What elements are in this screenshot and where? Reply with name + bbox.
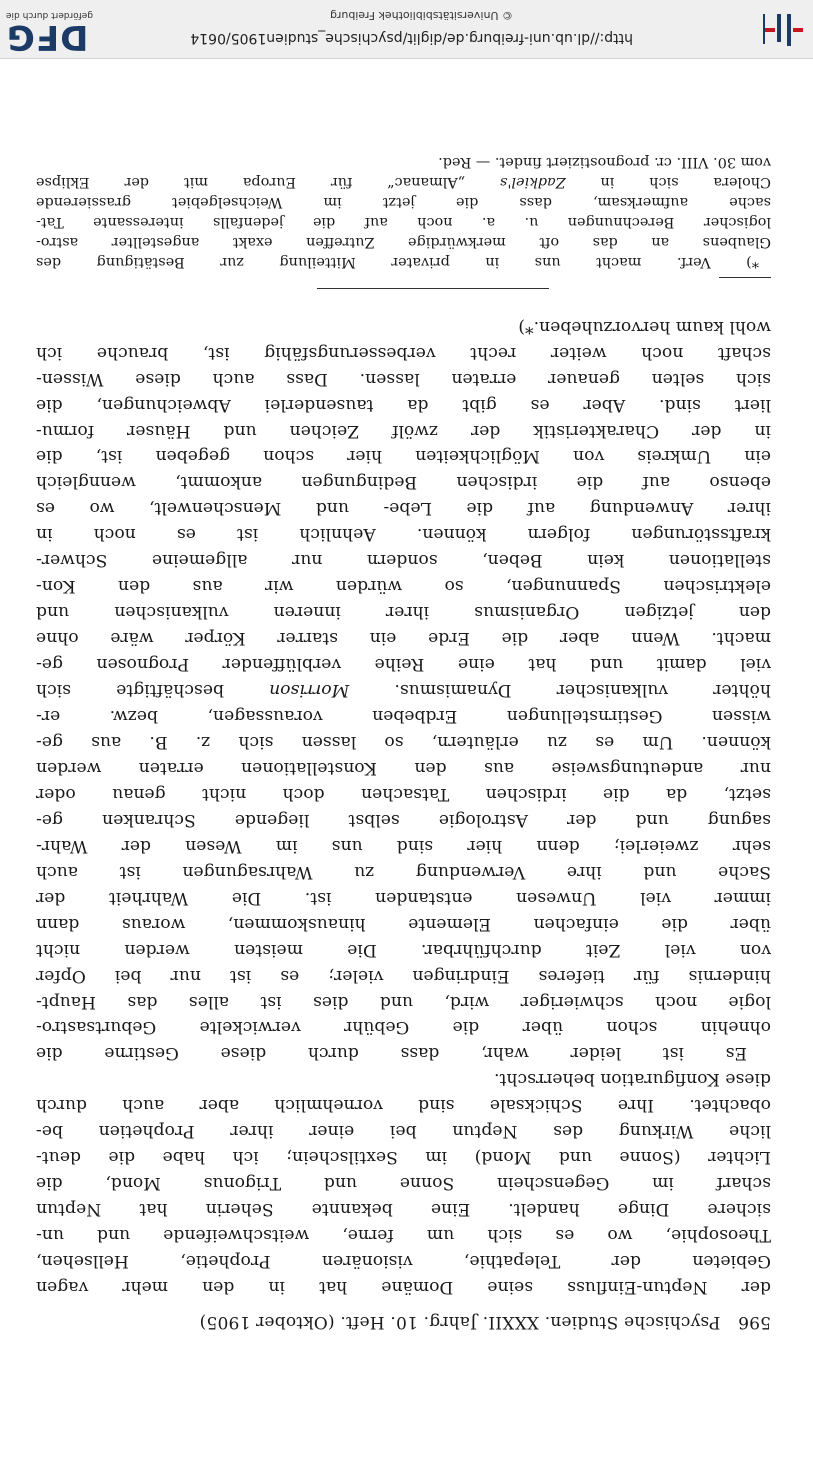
line-text: können. Um es zu erläutern, so lassen sich z. B. aus ge- <box>36 731 771 752</box>
dfg-logo <box>6 10 93 57</box>
text-line <box>36 365 771 391</box>
text-line <box>36 1014 771 1040</box>
text-line <box>36 443 771 469</box>
line-text: über die einfachen Elemente hinauskommen, woraus dann <box>36 913 771 934</box>
line-text: sache aufmerksam, dass die jetzt im Weichselgebiet grassierende <box>36 194 771 211</box>
footnote-line <box>36 191 771 211</box>
library-logo-icon <box>759 8 805 52</box>
footnote-line <box>36 231 771 251</box>
line-text: ein Umkreis von Möglichkeiten hier schon gegeben ist, die <box>36 446 771 467</box>
line-text: elektrischen Spannungen, so würden wir aus den Kon- <box>36 576 771 597</box>
line-text: diese Konfiguration beherrscht. <box>494 1069 771 1090</box>
text-line <box>36 728 771 754</box>
line-text: Cholera sich in <box>600 174 771 191</box>
text-line <box>36 1169 771 1195</box>
line-text: Theosophie, wo es sich um ferne, weitschweifende und un- <box>36 1225 771 1246</box>
line-text: obachtet. Ihre Schicksale sind vornehmlich aber auch durch <box>36 1095 771 1116</box>
copyright-notice: © Universitätsbibliothek Freiburg <box>330 9 513 22</box>
text-line <box>36 884 771 910</box>
running-header <box>36 1311 771 1333</box>
text-line <box>36 1065 771 1091</box>
line-text: Glaubens an das oft merkwürdige Zutreffen exakt angestellter astro- <box>36 233 771 250</box>
italic-name: Morrison <box>269 680 350 701</box>
text-line <box>36 520 771 546</box>
line-text: den jetzigen Organismus ihrer inneren vulkanischen und <box>36 602 771 623</box>
text-line <box>36 391 771 417</box>
line-text: vom 30. VIII. cr. prognostiziert findet. — Red. <box>438 154 771 171</box>
section-divider <box>317 288 549 289</box>
page-number: 596 <box>737 1312 771 1332</box>
text-line <box>36 313 771 339</box>
text-line <box>36 1117 771 1143</box>
text-line <box>36 832 771 858</box>
dfg-mark: DFG <box>6 17 89 57</box>
source-url[interactable]: http://dl.ub.uni-freiburg.de/diglit/psychische_studien1905/0614 <box>190 30 633 46</box>
running-title: Psychische Studien. XXXII. Jahrg. 10. Heft. (Oktober 1905) <box>199 1312 721 1332</box>
line-text: viel damit und hat eine Reihe verblüffender Prognosen ge- <box>36 654 771 675</box>
text-line <box>36 1221 771 1247</box>
line-text: stellationen kein Beben, sondern nur allgemeine Schwer- <box>36 550 771 571</box>
text-line <box>36 754 771 780</box>
line-text: ihrer Anwendung auf die Lebe- und Menschenwelt, wo es <box>36 498 771 519</box>
line-text: ebenso auf die irdischen Bedingungen ankommt, wenngleich <box>36 472 771 493</box>
line-text: nur andeutungsweise aus den Konstellationen erraten werden <box>36 757 771 778</box>
line-text: sehr zweierlei; denn hier sind uns im Wesen der Wahr- <box>36 835 771 856</box>
body-text <box>36 313 771 1299</box>
footnote <box>36 151 771 270</box>
text-line <box>36 572 771 598</box>
line-text: der Neptun-Einfluss seine Domäne hat in den mehr vagen <box>36 1277 771 1297</box>
line-text: macht. Wenn aber die Erde ein starrer Körper wäre ohne <box>36 628 771 649</box>
text-line <box>36 936 771 962</box>
line-text: wissen Gestirnstellungen Erdbeben voraussagen, bezw. er- <box>36 706 771 727</box>
text-line <box>36 1247 771 1273</box>
footnote-line <box>36 151 771 171</box>
line-text: scharf im Gegenschein Sonne und Trigonus Mond, die <box>36 1173 771 1194</box>
text-line <box>36 780 771 806</box>
text-line <box>36 417 771 443</box>
dfg-subtitle: gefördert durch die <box>6 10 93 20</box>
line-tail: beschäftigte sich <box>36 680 224 701</box>
footnote-line <box>36 251 771 271</box>
line-text: hindernis für tieferes Eindringen vieler; es ist nur bei Opfer <box>36 965 771 986</box>
line-text: Es ist leider wahr, dass durch diese Gestirne die <box>36 1043 747 1064</box>
viewer-footer-bar <box>0 0 813 59</box>
line-text: schaft noch weiter recht verbesserungsfähig ist, brauche ich <box>36 342 771 363</box>
text-line <box>36 598 771 624</box>
journal-page <box>36 151 771 1333</box>
line-text: Lichter (Sonne und Mond) im Sextilschein; ich habe die deut- <box>36 1147 771 1168</box>
line-text: logischer Berechnungen u. a. noch auf die jedenfalls interessante Tat- <box>36 213 771 230</box>
text-line <box>36 1195 771 1221</box>
line-text: sichere Dinge handelt. Eine bekannte Seherin hat Neptun <box>36 1199 771 1220</box>
text-line <box>36 650 771 676</box>
line-text: wohl kaum hervorzuheben.*) <box>518 316 771 337</box>
line-text: in der Charakteristik der zwölf Zeichen und Häuser formu- <box>36 420 771 441</box>
italic-name: Zadkiel's <box>500 174 566 191</box>
line-text: kraftsstörungen folgern können. Aehnlich ist es noch in <box>36 524 771 545</box>
line-text: logie noch schwieriger wird, und dies ist alles das Haupt- <box>36 991 771 1012</box>
line-text: liert sind. Aber es gibt da tausenderlei Abweichungen, die <box>36 394 771 415</box>
line-text: sagung und der Astrologie selbst liegende Schranken ge- <box>36 809 771 830</box>
text-line <box>36 1091 771 1117</box>
text-line <box>36 469 771 495</box>
text-line <box>36 806 771 832</box>
footnote-line <box>36 211 771 231</box>
line-text: höhter vulkanischer Dynamismus. <box>394 680 771 701</box>
line-text: liche Wirkung des Neptun bei einer ihrer Prophetien be- <box>36 1121 771 1142</box>
footnote-rule <box>719 277 771 278</box>
text-line <box>36 910 771 936</box>
text-line <box>36 858 771 884</box>
line-tail: „Almanac“ für Europa mit der Eklipse <box>36 174 466 191</box>
line-text: ohnehin schon über die Gebühr verwickelte Geburtsastro- <box>36 1017 771 1038</box>
text-line <box>36 546 771 572</box>
text-line <box>36 988 771 1014</box>
text-line <box>36 676 771 702</box>
line-text: Gebieten der Telepathie, visionären Prophetie, Hellsehen, <box>36 1251 771 1272</box>
line-text: sich selten genauer erraten lassen. Dass auch diese Wissen- <box>36 368 771 389</box>
text-line <box>36 1273 771 1299</box>
text-line <box>36 1143 771 1169</box>
text-line <box>36 962 771 988</box>
text-line <box>36 1039 771 1065</box>
text-line <box>36 339 771 365</box>
text-line <box>36 624 771 650</box>
text-line <box>36 702 771 728</box>
line-text: setzt, da die irdischen Tatsachen doch nicht genau oder <box>36 783 771 804</box>
line-text: Sache und ihre Verwendung zu Wahrsagungen ist auch <box>36 861 771 882</box>
footnote-line <box>36 171 771 191</box>
line-text: *) Verf. macht uns in privater Mitteilung zur Bestätigung des <box>36 253 759 270</box>
text-line <box>36 494 771 520</box>
line-text: immer viel Unwesen entstanden ist. Die Wahrheit der <box>36 887 771 908</box>
line-text: von viel Zeit durchführbar. Die meisten werden nicht <box>36 939 771 960</box>
